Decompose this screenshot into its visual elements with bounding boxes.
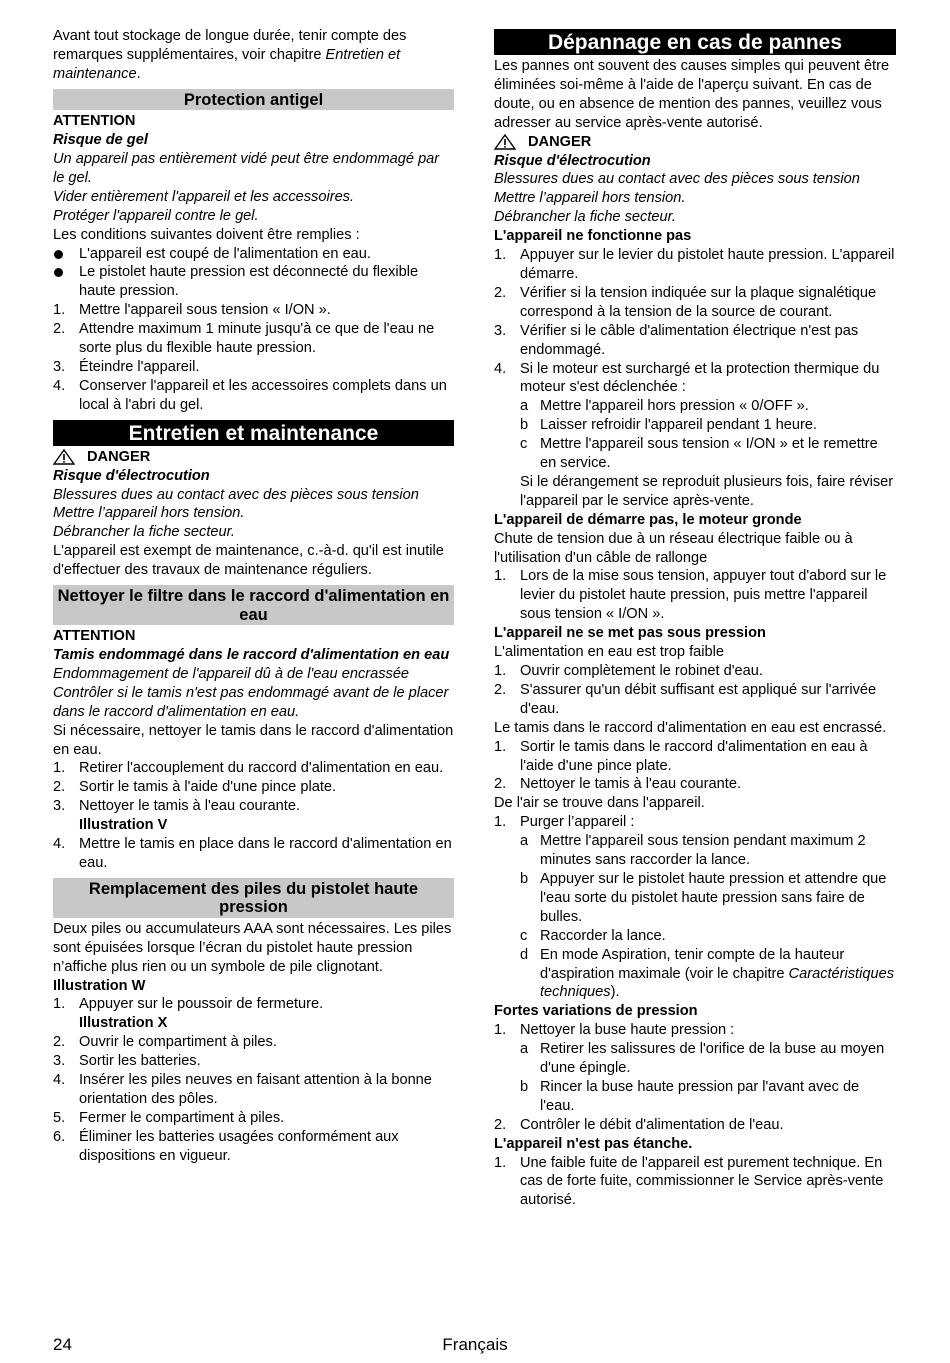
list-item: 4. Si le moteur est surchargé et la protection thermique du moteur s'est déclenchée : xyxy=(494,360,880,396)
warning-text: Un appareil pas entièrement vidé peut être endommagé par le gel. xyxy=(53,151,440,186)
right-column xyxy=(494,27,896,1210)
body-text: Les conditions suivantes doivent être remplies : xyxy=(53,226,360,243)
list-item: 1. Nettoyer la buse haute pression : xyxy=(494,1022,735,1039)
sub-list-item: b Appuyer sur le pistolet haute pression et attendre que l'eau sorte du pistolet haute pression sans faire de bulles. xyxy=(520,870,887,925)
list-item: 4. Mettre le tamis en place dans le raccord d'alimentation en eau. xyxy=(53,836,452,871)
list-item: 4. Insérer les piles neuves en faisant attention à la bonne orientation des pôles. xyxy=(53,1072,432,1107)
list-item: 1. Lors de la mise sous tension, appuyer tout d'abord sur le levier du pistolet haute pression, puis mettre l'appareil sous tension « I/ON ». xyxy=(494,568,887,623)
list-item: 1. Mettre l'appareil sous tension « I/ON ». xyxy=(53,302,331,319)
page-number: 24 xyxy=(53,1335,72,1354)
bullet-item: L'appareil est coupé de l'alimentation en eau. xyxy=(53,245,454,264)
body-text: Le tamis dans le raccord d'alimentation en eau est encrassé. xyxy=(494,719,887,736)
warning-text: Blessures dues au contact avec des pièces sous tension xyxy=(53,486,419,503)
sub-list-item: a Mettre l'appareil sous tension pendant maximum 2 minutes sans raccorder la lance. xyxy=(520,833,866,869)
risk-title: Risque de gel xyxy=(53,132,148,149)
body-text: Les pannes ont souvent des causes simples qui peuvent être éliminées soi-même à l'aide de l'aperçu suivant. En cas de doute, ou en absence de mention des pannes, veuillez vous adresser au service après-vente autorisé. xyxy=(494,58,890,131)
body-text: L'alimentation en eau est trop faible xyxy=(494,644,724,661)
problem-title: L'appareil de démarre pas, le moteur gronde xyxy=(494,511,802,528)
list-item: 1. Appuyer sur le poussoir de fermeture. xyxy=(53,996,324,1013)
problem-title: Fortes variations de pression xyxy=(494,1003,698,1020)
list-item: 2. Sortir le tamis à l'aide d'une pince plate. xyxy=(53,779,337,796)
sub-list-item: a Mettre l'appareil hors pression « 0/OFF ». xyxy=(520,398,809,415)
heading-remplacement-piles: Remplacement des piles du pistolet haute pression xyxy=(53,878,454,918)
list-item: 3. Vérifier si le câble d'alimentation électrique n'est pas endommagé. xyxy=(494,322,859,358)
list-item: 2. Contrôler le débit d'alimentation de l'eau. xyxy=(494,1116,784,1133)
warning-text: Blessures dues au contact avec des pièces sous tension xyxy=(494,171,860,188)
heading-protection-antigel: Protection antigel xyxy=(53,89,454,111)
body-text: Chute de tension due à un réseau électrique faible ou à l'utilisation d'un câble de rallonge xyxy=(494,530,853,566)
list-item: 1. Appuyer sur le levier du pistolet haute pression. L'appareil démarre. xyxy=(494,247,895,282)
list-item: 2. Attendre maximum 1 minute jusqu'à ce que de l'eau ne sorte plus du flexible haute pression. xyxy=(53,321,435,357)
bullet-item: Le pistolet haute pression est déconnecté du flexible haute pression. xyxy=(53,263,454,301)
risk-title: Risque d'électrocution xyxy=(53,467,210,484)
list-item: 1. Retirer l'accouplement du raccord d'alimentation en eau. xyxy=(53,760,444,777)
intro-paragraph: Avant tout stockage de longue durée, tenir compte des remarques supplémentaires, voir chapitre Entretien et maintenance. xyxy=(53,28,407,82)
risk-title: Tamis endommagé dans le raccord d'alimentation en eau xyxy=(53,646,450,663)
problem-title: L'appareil ne fonctionne pas xyxy=(494,228,692,245)
illustration-ref: Illustration X xyxy=(79,1015,168,1032)
list-item: 1. Purger l’appareil : xyxy=(494,814,635,831)
body-text: De l'air se trouve dans l'appareil. xyxy=(494,795,705,812)
body-text: Si nécessaire, nettoyer le tamis dans le raccord d'alimentation en eau. xyxy=(53,722,454,758)
risk-title: Risque d'électrocution xyxy=(494,152,651,169)
heading-depannage: Dépannage en cas de pannes xyxy=(494,29,896,55)
warning-text: Contrôler si le tamis n'est pas endommagé avant de le placer dans le raccord d'alimentation en eau. xyxy=(53,684,449,720)
heading-nettoyer-filtre: Nettoyer le filtre dans le raccord d'alimentation en eau xyxy=(53,585,454,625)
sub-list-item: c Mettre l'appareil sous tension « I/ON » et le remettre en service. xyxy=(520,436,878,472)
list-item: 5. Fermer le compartiment à piles. xyxy=(53,1109,285,1126)
bullet-icon xyxy=(53,263,79,301)
warning-text: Mettre l’appareil hors tension. xyxy=(53,505,245,522)
list-item: 2. Vérifier si la tension indiquée sur la plaque signalétique correspond à la tension de la source de courant. xyxy=(494,284,877,320)
list-item: 3. Sortir les batteries. xyxy=(53,1053,201,1070)
left-column xyxy=(53,27,454,1166)
body-text: Si le dérangement se reproduit plusieurs fois, faire réviser l'appareil par le service après-vente. xyxy=(520,473,894,509)
problem-title: L'appareil n'est pas étanche. xyxy=(494,1135,693,1152)
list-item: 3. Nettoyer le tamis à l'eau courante. xyxy=(53,798,300,815)
sub-list-item: b Rincer la buse haute pression par l'avant avec de l'eau. xyxy=(520,1078,860,1114)
danger-label: DANGER xyxy=(53,448,454,467)
list-item: 1. Une faible fuite de l'appareil est purement technique. En cas de forte fuite, commissionner le Service après-vente autorisé. xyxy=(494,1154,884,1209)
heading-entretien-maintenance: Entretien et maintenance xyxy=(53,420,454,446)
problem-title: L'appareil ne se met pas sous pression xyxy=(494,625,766,642)
footer-language: Français xyxy=(442,1335,508,1354)
warning-text: Débrancher la fiche secteur. xyxy=(494,209,676,226)
bullet-icon xyxy=(53,245,79,264)
body-text: Deux piles ou accumulateurs AAA sont nécessaires. Les piles sont épuisées lorsque l’écran du pistolet haute pression n’affiche plus rien ou un symbole de pile clignotant. xyxy=(53,920,452,975)
attention-label: ATTENTION xyxy=(53,113,136,130)
danger-label: DANGER xyxy=(494,133,896,152)
warning-text: Mettre l’appareil hors tension. xyxy=(494,190,686,207)
warning-triangle-icon xyxy=(494,134,516,150)
list-item: 2. Ouvrir le compartiment à piles. xyxy=(53,1034,277,1051)
warning-text: Protéger l'appareil contre le gel. xyxy=(53,207,259,224)
sub-list-item: d En mode Aspiration, tenir compte de la hauteur d'aspiration maximale (voir le chapitre Caractéristiques techniques). xyxy=(520,946,895,1001)
sub-list-item: a Retirer les salissures de l'orifice de la buse au moyen d'une épingle. xyxy=(520,1041,885,1077)
body-text: L'appareil est exempt de maintenance, c.-à-d. qu'il est inutile d'effectuer des travaux de maintenance réguliers. xyxy=(53,543,444,579)
sub-list-item: b Laisser refroidir l'appareil pendant 1 heure. xyxy=(520,417,817,434)
list-item: 2. S'assurer qu'un débit suffisant est appliqué sur l'arrivée d'eau. xyxy=(494,681,877,717)
illustration-ref: Illustration W xyxy=(53,977,146,994)
illustration-ref: Illustration V xyxy=(79,817,168,834)
warning-text: Endommagement de l'appareil dû à de l'eau encrassée xyxy=(53,665,410,682)
attention-label: ATTENTION xyxy=(53,628,136,645)
warning-triangle-icon xyxy=(53,449,75,465)
list-item: 1. Sortir le tamis dans le raccord d'alimentation en eau à l'aide d'une pince plate. xyxy=(494,738,868,774)
warning-text: Vider entièrement l'appareil et les accessoires. xyxy=(53,188,355,205)
list-item: 1. Ouvrir complètement le robinet d'eau. xyxy=(494,663,763,679)
list-item: 4. Conserver l'appareil et les accessoires complets dans un local à l'abri du gel. xyxy=(53,377,447,413)
list-item: 2. Nettoyer le tamis à l'eau courante. xyxy=(494,776,741,793)
list-item: 6. Éliminer les batteries usagées conformément aux dispositions en vigueur. xyxy=(53,1128,399,1164)
warning-text: Débrancher la fiche secteur. xyxy=(53,524,235,541)
sub-list-item: c Raccorder la lance. xyxy=(520,927,666,944)
list-item: 3. Éteindre l'appareil. xyxy=(53,359,200,375)
